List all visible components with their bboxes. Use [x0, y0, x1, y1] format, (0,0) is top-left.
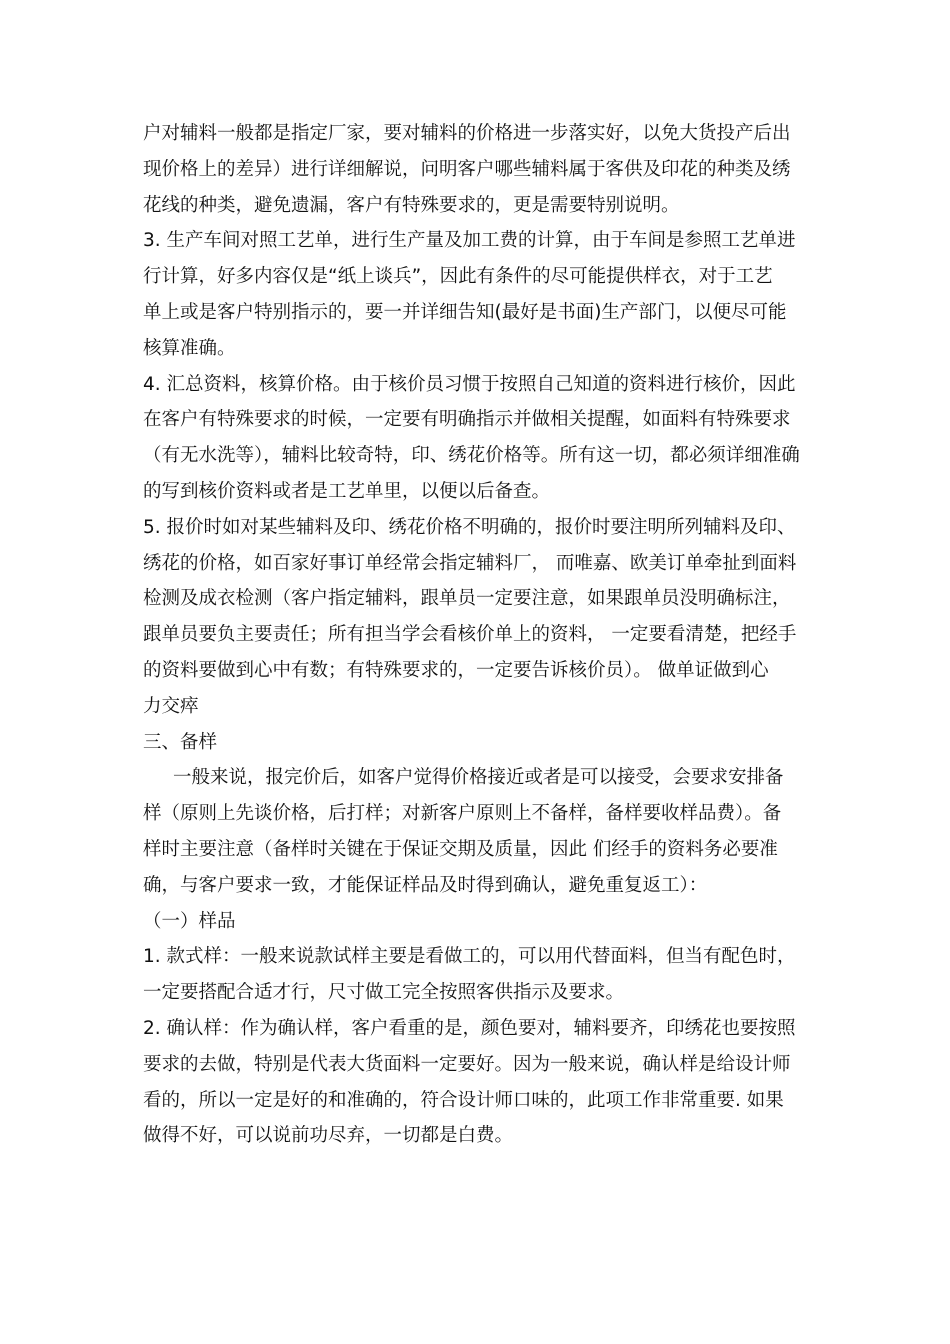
text-line: 一般来说，报完价后，如客户觉得价格接近或者是可以接受，会要求安排备 [173, 767, 784, 789]
text-line: 现价格上的差异）进行详细解说，问明客户哪些辅料属于客供及印花的种类及绣 [143, 158, 791, 180]
text-line: 4. 汇总资料，核算价格。由于核价员习惯于按照自己知道的资料进行核价，因此 [143, 373, 796, 395]
text-line: 3. 生产车间对照工艺单，进行生产量及加工费的计算，由于车间是参照工艺单进 [143, 230, 796, 252]
text-line: 力交瘁 [143, 695, 199, 717]
text-line: 看的，所以一定是好的和准确的，符合设计师口味的，此项工作非常重要. 如果 [143, 1089, 784, 1111]
text-line: 1. 款式样：一般来说款试样主要是看做工的，可以用代替面料，但当有配色时， [143, 946, 796, 968]
text-line: 的资料要做到心中有数；有特殊要求的，一定要告诉核价员）。 做单证做到心 [143, 659, 769, 681]
text-line: 一定要搭配合适才行，尺寸做工完全按照客供指示及要求。 [143, 982, 625, 1004]
text-line: 行计算，好多内容仅是“纸上谈兵”，因此有条件的尽可能提供样衣，对于工艺 [143, 266, 773, 288]
text-line: （一）样品 [143, 910, 236, 932]
text-line: 2. 确认样：作为确认样，客户看重的是，颜色要对，辅料要齐，印绣花也要按照 [143, 1017, 796, 1039]
text-line: 5. 报价时如对某些辅料及印、绣花价格不明确的，报价时要注明所列辅料及印、 [143, 516, 796, 538]
text-line: 核算准确。 [143, 337, 236, 359]
text-line: 在客户有特殊要求的时候，一定要有明确指示并做相关提醒，如面料有特殊要求 [143, 409, 791, 431]
text-line: 单上或是客户特别指示的，要一并详细告知(最好是书面)生产部门，以便尽可能 [143, 301, 787, 323]
text-line: 三、备样 [143, 731, 218, 753]
text-line: 花线的种类，避免遗漏，客户有特殊要求的，更是需要特别说明。 [143, 194, 680, 216]
text-line: 检测及成衣检测（客户指定辅料，跟单员一定要注意，如果跟单员没明确标注， [143, 588, 791, 610]
text-line: 跟单员要负主要责任；所有担当学会看核价单上的资料， 一定要看清楚，把经手 [143, 624, 797, 646]
text-line: 样时主要注意（备样时关键在于保证交期及质量，因此 们经手的资料务必要准 [143, 838, 778, 860]
text-line: 确，与客户要求一致，才能保证样品及时得到确认，避免重复返工）： [143, 874, 708, 896]
text-line: 做得不好，可以说前功尽弃，一切都是白费。 [143, 1125, 514, 1147]
document-body [143, 116, 811, 1154]
text-line: （有无水洗等），辅料比较奇特，印、绣花价格等。所有这一切，都必须详细准确 [143, 445, 800, 467]
text-line: 户对辅料一般都是指定厂家，要对辅料的价格进一步落实好，以免大货投产后出 [143, 123, 791, 144]
text-line: 样（原则上先谈价格，后打样；对新客户原则上不备样，备样要收样品费）。备 [143, 803, 782, 825]
text-line: 绣花的价格，如百家好事订单经常会指定辅料厂， 而唯嘉、欧美订单牵扯到面料 [143, 552, 797, 574]
text-line: 的写到核价资料或者是工艺单里，以便以后备查。 [143, 480, 551, 502]
text-line: 要求的去做，特别是代表大货面料一定要好。因为一般来说，确认样是给设计师 [143, 1053, 791, 1075]
